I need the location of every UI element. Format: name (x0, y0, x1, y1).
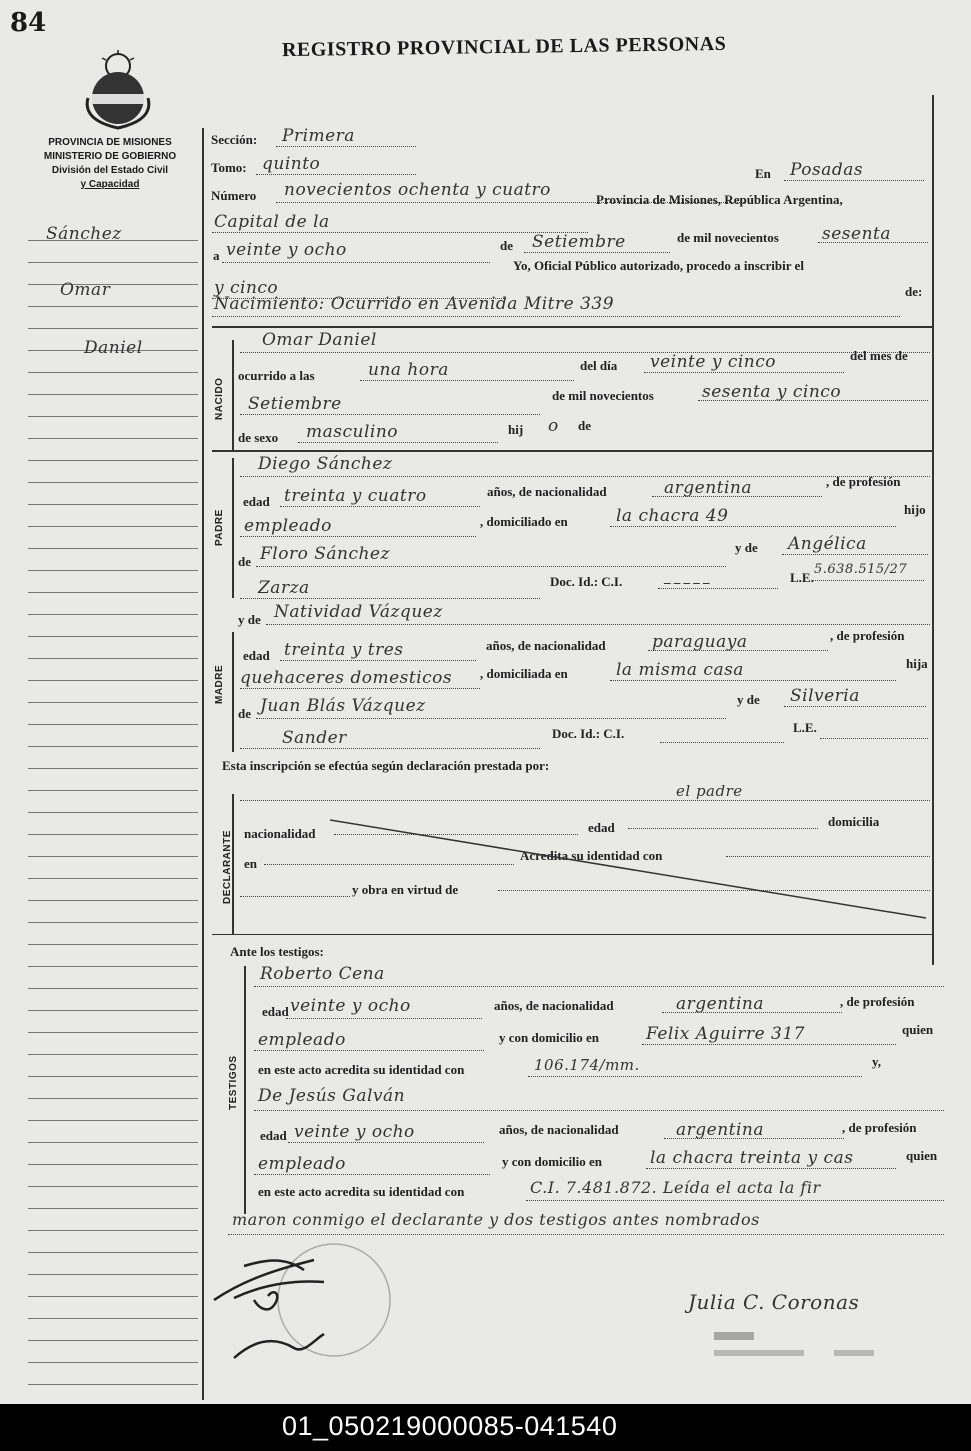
office-line: y Capacidad (80, 179, 140, 190)
label-anios-t2: años, de nacionalidad (499, 1122, 619, 1137)
value-madre-prof: quehaceres domesticos (240, 668, 453, 688)
label-acredita-t2: en este acto acredita su identidad con (258, 1184, 465, 1199)
label-del-dia: del día (580, 358, 618, 373)
office-line: PROVINCIA DE MISIONES (48, 137, 172, 148)
value-t2-nac: argentina (676, 1120, 765, 1140)
label-numero: Número (211, 188, 257, 203)
label-edad-t: edad (262, 1004, 289, 1019)
value-abuela-m2: Sander (282, 728, 347, 748)
label-edad-t2: edad (260, 1128, 287, 1143)
value-padre-ci: _ _ _ _ _ (664, 570, 710, 585)
side-label-testigos: TESTIGOS (228, 1055, 239, 1110)
label-acredita: Acredita su identidad con (520, 848, 663, 863)
value-numero: novecientos ochenta y cuatro (284, 180, 551, 200)
label-y-de-madre: y de (238, 612, 261, 627)
label-de-mil2: de mil novecientos (552, 388, 654, 403)
label-nacionalidad: nacionalidad (244, 826, 316, 841)
value-padre-nac: argentina (664, 478, 753, 498)
label-en: En (755, 166, 771, 181)
value-anio2: y cinco (214, 278, 279, 298)
value-hora: una hora (368, 360, 449, 380)
label-seccion: Sección: (211, 132, 258, 147)
right-page-border (932, 95, 934, 965)
value-abuelo: Floro Sánchez (260, 544, 390, 564)
label-anios2: años, de nacionalidad (486, 638, 606, 653)
value-madre-nac: paraguaya (652, 632, 748, 652)
label-a: a (213, 248, 220, 263)
label-domicilia: domicilia (828, 814, 880, 829)
value-hij: o (548, 416, 559, 436)
label-y-de: y de (735, 540, 758, 555)
value-seccion: Primera (282, 126, 355, 146)
value-testigo2: De Jesús Galván (258, 1086, 406, 1106)
value-t1-nac: argentina (676, 994, 765, 1014)
label-en-d: en (244, 856, 257, 871)
office-line: División del Estado Civil (51, 165, 169, 176)
signatures-icon (204, 1240, 404, 1380)
value-nombre: Omar Daniel (262, 330, 377, 350)
value-padre-edad: treinta y cuatro (284, 486, 427, 506)
footer-code: 01_050219000085-041540 (282, 1411, 618, 1441)
value-testigo1: Roberto Cena (260, 964, 385, 984)
label-de: de (500, 238, 513, 253)
footer-bar (0, 1404, 971, 1451)
value-t2-prof: empleado (258, 1154, 346, 1174)
value-anio: sesenta (822, 224, 891, 244)
value-capital: Capital de la (214, 212, 330, 232)
value-madre-dom: la misma casa (616, 660, 744, 680)
left-column-border (202, 128, 204, 1400)
label-dom-t2: y con domicilio en (502, 1154, 603, 1169)
label-hij: hij (508, 422, 524, 437)
margin-surname: Sánchez (46, 224, 122, 244)
value-t1-edad: veinte y ocho (290, 996, 411, 1016)
label-y-de2: y de (737, 692, 760, 707)
label-yo: Yo, Oficial Público autorizado, procedo a inscribir el (513, 258, 804, 273)
label-domiciliado: , domiciliado en (480, 514, 568, 529)
label-sexo: de sexo (238, 430, 279, 445)
label-le2: L.E. (793, 720, 817, 735)
label-de-pre: de (238, 554, 251, 569)
label-domiciliada: , domiciliada en (480, 666, 568, 681)
label-edad-madre: edad (243, 648, 270, 663)
value-mes: Setiembre (532, 232, 626, 252)
value-t1-id: 106.174/mm. (534, 1056, 640, 1074)
value-t2-id: C.I. 7.481.872. Leída el acta la fir (530, 1178, 821, 1197)
label-anios: años, de nacionalidad (487, 484, 607, 499)
label-de-pre2: de (238, 706, 251, 721)
label-quien2: quien (906, 1148, 938, 1163)
label-edad: edad (243, 494, 270, 509)
value-abuela-m: Silveria (790, 686, 860, 706)
value-t2-dom: la chacra treinta y cas (650, 1148, 854, 1168)
value-padre-dom: la chacra 49 (616, 506, 729, 526)
office-block (22, 136, 198, 192)
value-sexo: masculino (306, 422, 399, 442)
label-de-colon: de: (905, 284, 923, 299)
value-madre: Natividad Vázquez (274, 602, 443, 622)
side-label-madre: MADRE (214, 664, 225, 704)
label-hija: hija (906, 656, 928, 671)
margin-middle-name: Daniel (84, 338, 143, 358)
label-ocurrido: ocurrido a las (238, 368, 315, 383)
value-dia: veinte y ocho (226, 240, 347, 260)
value-t1-prof: empleado (258, 1030, 346, 1050)
value-anio-nac: sesenta y cinco (702, 382, 842, 402)
value-tomo: quinto (262, 154, 321, 174)
value-declarante: el padre (676, 782, 743, 800)
label-y-t: y, (872, 1054, 882, 1069)
margin-first-name: Omar (60, 280, 111, 300)
label-declaracion: Esta inscripción se efectúa según declaración prestada por: (222, 758, 550, 773)
value-abuela: Angélica (788, 534, 867, 554)
label-profesion2: , de profesión (830, 628, 905, 643)
label-de-mil: de mil novecientos (677, 230, 779, 245)
side-label-declarante: DECLARANTE (222, 830, 233, 904)
side-label-nacido: NACIDO (214, 377, 225, 420)
value-nacimiento: Nacimiento: Ocurrido en Avenida Mitre 339 (214, 294, 615, 314)
label-doc: Doc. Id.: C.I. (550, 574, 623, 589)
value-abuela2: Zarza (258, 578, 310, 598)
label-anios-t: años, de nacionalidad (494, 998, 614, 1013)
label-prof-t: , de profesión (840, 994, 915, 1009)
label-acredita-t: en este acto acredita su identidad con (258, 1062, 465, 1077)
value-cierre: maron conmigo el declarante y dos testigos antes nombrados (232, 1210, 760, 1229)
label-del-mes: del mes de (850, 348, 908, 363)
value-en: Posadas (790, 160, 864, 180)
value-padre: Diego Sánchez (258, 454, 393, 474)
label-de2: de (578, 418, 591, 433)
value-padre-le: 5.638.515/27 (814, 562, 908, 577)
label-le: L.E. (790, 570, 814, 585)
side-label-padre: PADRE (214, 509, 225, 546)
label-tomo: Tomo: (211, 160, 247, 175)
label-obra: y obra en virtud de (352, 882, 459, 897)
value-madre-edad: treinta y tres (284, 640, 404, 660)
label-edad-d: edad (588, 820, 615, 835)
office-line: MINISTERIO DE GOBIERNO (43, 151, 177, 162)
page-title: REGISTRO PROVINCIAL DE LAS PERSONAS (281, 32, 727, 62)
value-firma-oficial: Julia C. Coronas (688, 1290, 860, 1314)
label-quien: quien (902, 1022, 934, 1037)
label-hijo: hijo (904, 502, 926, 517)
label-testigos: Ante los testigos: (230, 944, 324, 959)
official-stamp-icon (714, 1328, 884, 1368)
label-profesion: , de profesión (826, 474, 901, 489)
value-padre-prof: empleado (244, 516, 332, 536)
declarant-strike-line (330, 818, 930, 922)
value-t2-edad: veinte y ocho (294, 1122, 415, 1142)
label-dom-t: y con domicilio en (499, 1030, 600, 1045)
label-provincia: Provincia de Misiones, República Argentina, (596, 192, 843, 207)
page-number: 84 (10, 8, 47, 38)
label-doc2: Doc. Id.: C.I. (552, 726, 625, 741)
value-abuelo-m: Juan Blás Vázquez (260, 696, 426, 716)
value-t1-dom: Felix Aguirre 317 (646, 1024, 806, 1044)
value-dia-nac: veinte y cinco (650, 352, 777, 372)
value-mes-nac: Setiembre (248, 394, 342, 414)
label-prof-t2: , de profesión (842, 1120, 917, 1135)
coat-of-arms-icon (78, 50, 158, 135)
